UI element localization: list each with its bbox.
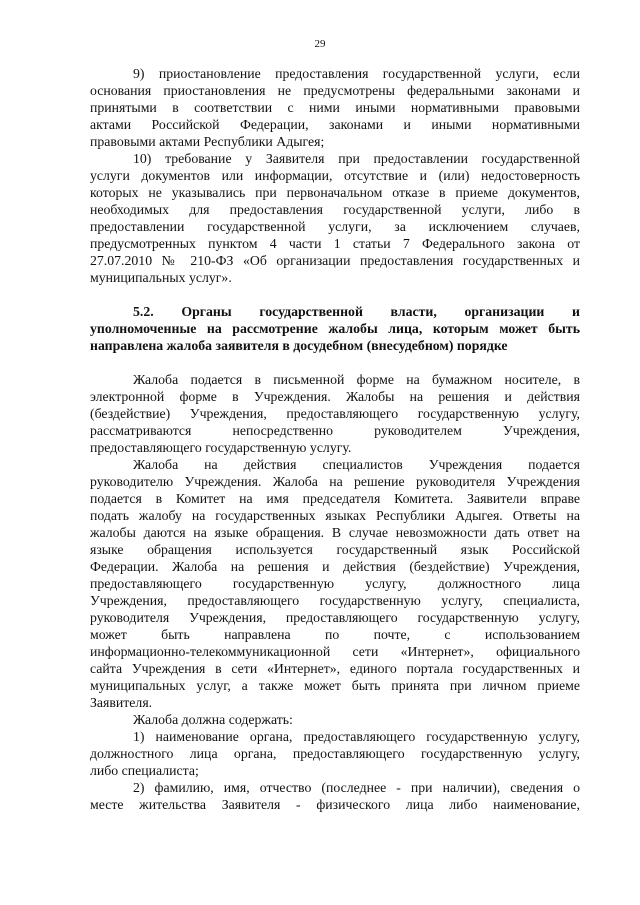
text-line: основания приостановления не предусмотрены федеральными законами и xyxy=(90,83,580,98)
spacer xyxy=(90,354,580,371)
text-line: Заявителя. xyxy=(90,695,153,710)
text-line: Жалоба на действия специалистов Учреждения подается xyxy=(133,457,580,472)
text-line: месте жительства Заявителя - физического лица либо наименование, xyxy=(90,797,580,812)
text-line: руководителя Учреждения, предоставляющего государственную услугу, xyxy=(90,610,580,625)
text-line: которых не указывались при первоначальном отказе в приеме документов, xyxy=(90,185,580,200)
text-line: необходимых для предоставления государственной услуги, либо в xyxy=(90,202,580,217)
paragraph-complaint-contents xyxy=(90,711,580,728)
paragraph-complaint-form xyxy=(90,371,580,456)
text-line: жалобы даются на языке обращения. В случае невозможности дать ответ на xyxy=(90,525,580,540)
text-line: Федерации. Жалоба на решения и действия (бездействие) Учреждения, xyxy=(90,559,580,574)
paragraph-item-10 xyxy=(90,150,580,286)
text-line: 1) наименование органа, предоставляющего государственную услугу, xyxy=(133,729,580,744)
text-line: электронной форме в Учреждения. Жалобы на решения и действия xyxy=(90,389,580,404)
text-line: правовыми актами Республики Адыгея; xyxy=(90,134,325,149)
text-line: 9) приостановление предоставления государственной услуги, если xyxy=(133,66,580,81)
text-line: Жалоба должна содержать: xyxy=(133,712,293,727)
text-line: предусмотренных пунктом 4 части 1 статьи 7 Федерального закона от xyxy=(90,236,580,251)
text-line: может быть направлена по почте, с использованием xyxy=(90,627,580,642)
text-line: актами Российской Федерации, законами и иными нормативными xyxy=(90,117,580,132)
text-line: языке обращения используется государственный язык Российской xyxy=(90,542,580,557)
text-line: предоставлении государственной услуги, за исключением случаев, xyxy=(90,219,580,234)
text-line: принятыми в соответствии с ними иными нормативными правовыми xyxy=(90,100,580,115)
heading-line: 5.2. Органы государственной власти, организации и xyxy=(133,304,580,319)
text-line: либо специалиста; xyxy=(90,763,199,778)
paragraph-contents-item-2 xyxy=(90,779,580,813)
text-line: предоставляющего государственную услугу, должностного лица xyxy=(90,576,580,591)
text-line: сайта Учреждения в сети «Интернет», единого портала государственных и xyxy=(90,661,580,676)
text-line: Жалоба подается в письменной форме на бумажном носителе, в xyxy=(133,372,580,387)
text-line: руководителю Учреждения. Жалоба на решение руководителя Учреждения xyxy=(90,474,580,489)
heading-line: уполномоченные на рассмотрение жалобы лица, которым может быть xyxy=(90,321,580,336)
text-line: (бездействие) Учреждения, предоставляющего государственную услугу, xyxy=(90,406,580,421)
text-line: подать жалобу на государственных языках Республики Адыгея. Ответы на xyxy=(90,508,580,523)
text-line: муниципальных услуг, а также может быть принята при личном приеме xyxy=(90,678,580,693)
text-line: 27.07.2010 № 210-ФЗ «Об организации предоставления государственных и xyxy=(90,253,580,268)
text-line: услуги документов или информации, отсутствие и (или) недостоверность xyxy=(90,168,580,183)
text-line: Учреждения, предоставляющего государственную услугу, специалиста, xyxy=(90,593,580,608)
paragraph-complaint-address xyxy=(90,456,580,711)
document-body xyxy=(90,65,580,813)
section-heading xyxy=(90,303,580,354)
text-line: информационно-телекоммуникационной сети «Интернет», официального xyxy=(90,644,580,659)
text-line: 10) требование у Заявителя при предоставлении государственной xyxy=(133,151,580,166)
text-line: должностного лица органа, предоставляющего государственную услугу, xyxy=(90,746,580,761)
text-line: рассматриваются непосредственно руководителем Учреждения, xyxy=(90,423,580,438)
text-line: муниципальных услуг». xyxy=(90,270,232,285)
paragraph-item-9 xyxy=(90,65,580,150)
spacer xyxy=(90,286,580,303)
text-line: предоставляющего государственную услугу. xyxy=(90,440,352,455)
text-line: подается в Комитет на имя председателя Комитета. Заявители вправе xyxy=(90,491,580,506)
text-line: 2) фамилию, имя, отчество (последнее - при наличии), сведения о xyxy=(133,780,580,795)
paragraph-contents-item-1 xyxy=(90,728,580,779)
page-number: 29 xyxy=(314,38,326,50)
heading-line: направлена жалоба заявителя в досудебном (внесудебном) порядке xyxy=(90,338,508,353)
